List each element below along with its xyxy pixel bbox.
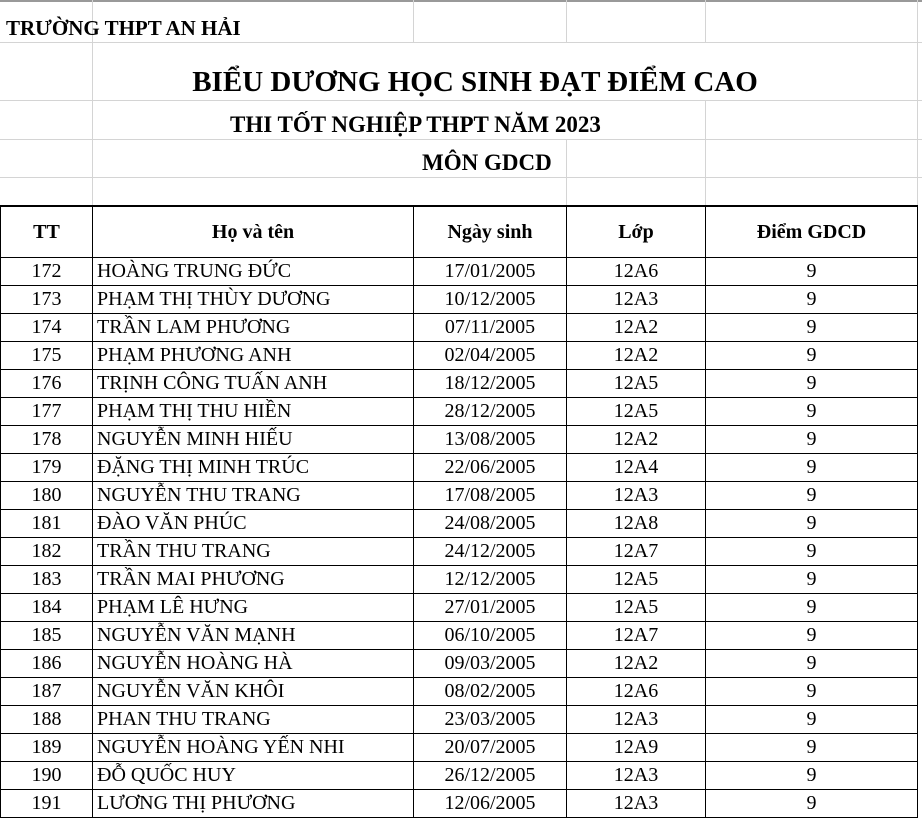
cell-name[interactable]: TRẦN LAM PHƯƠNG <box>93 314 414 342</box>
cell-score[interactable]: 9 <box>706 650 918 678</box>
cell-class[interactable]: 12A3 <box>567 790 706 818</box>
cell-tt[interactable]: 188 <box>1 706 93 734</box>
gridline <box>413 0 414 42</box>
table-row <box>1 790 918 818</box>
gridline <box>566 139 567 205</box>
gridline <box>0 139 922 140</box>
cell-tt[interactable]: 177 <box>1 398 93 426</box>
cell-score[interactable]: 9 <box>706 454 918 482</box>
table-row <box>1 398 918 426</box>
cell-score[interactable]: 9 <box>706 762 918 790</box>
table-row <box>1 454 918 482</box>
cell-name[interactable]: PHẠM THỊ THU HIỀN <box>93 398 414 426</box>
table-row <box>1 426 918 454</box>
table-row <box>1 314 918 342</box>
cell-score[interactable]: 9 <box>706 790 918 818</box>
cell-tt[interactable]: 183 <box>1 566 93 594</box>
cell-tt[interactable]: 179 <box>1 454 93 482</box>
table-row <box>1 538 918 566</box>
table-row <box>1 510 918 538</box>
table-row <box>1 706 918 734</box>
cell-dob[interactable]: 22/06/2005 <box>414 454 567 482</box>
cell-name[interactable]: PHẠM THỊ THÙY DƯƠNG <box>93 286 414 314</box>
cell-tt[interactable]: 176 <box>1 370 93 398</box>
cell-tt[interactable]: 191 <box>1 790 93 818</box>
cell-score[interactable]: 9 <box>706 342 918 370</box>
gridline <box>566 0 567 42</box>
table-row <box>1 678 918 706</box>
cell-dob[interactable]: 06/10/2005 <box>414 622 567 650</box>
cell-tt[interactable]: 181 <box>1 510 93 538</box>
cell-name[interactable]: NGUYỄN VĂN KHÔI <box>93 678 414 706</box>
table-header-row <box>1 206 918 258</box>
cell-class[interactable]: 12A9 <box>567 734 706 762</box>
cell-dob[interactable]: 10/12/2005 <box>414 286 567 314</box>
cell-dob[interactable]: 07/11/2005 <box>414 314 567 342</box>
cell-class[interactable]: 12A3 <box>567 762 706 790</box>
cell-class[interactable]: 12A2 <box>567 650 706 678</box>
gridline <box>0 42 922 43</box>
gridline <box>0 100 922 101</box>
cell-score[interactable]: 9 <box>706 566 918 594</box>
cell-tt[interactable]: 184 <box>1 594 93 622</box>
cell-score[interactable]: 9 <box>706 314 918 342</box>
column-header-class[interactable]: Lớp <box>567 206 706 258</box>
cell-score[interactable]: 9 <box>706 370 918 398</box>
cell-class[interactable]: 12A7 <box>567 622 706 650</box>
cell-dob[interactable]: 26/12/2005 <box>414 762 567 790</box>
subject-label: MÔN GDCD <box>422 150 552 175</box>
cell-class[interactable]: 12A3 <box>567 286 706 314</box>
cell-name[interactable]: NGUYỄN VĂN MẠNH <box>93 622 414 650</box>
school-name: TRƯỜNG THPT AN HẢI <box>6 16 241 40</box>
cell-score[interactable]: 9 <box>706 286 918 314</box>
cell-dob[interactable]: 17/01/2005 <box>414 258 567 286</box>
table-row <box>1 258 918 286</box>
cell-name[interactable]: TRẦN MAI PHƯƠNG <box>93 566 414 594</box>
gridline <box>705 100 706 205</box>
cell-class[interactable]: 12A4 <box>567 454 706 482</box>
cell-score[interactable]: 9 <box>706 706 918 734</box>
cell-tt[interactable]: 178 <box>1 426 93 454</box>
cell-tt[interactable]: 190 <box>1 762 93 790</box>
cell-class[interactable]: 12A5 <box>567 370 706 398</box>
cell-tt[interactable]: 174 <box>1 314 93 342</box>
cell-tt[interactable]: 182 <box>1 538 93 566</box>
table-row <box>1 734 918 762</box>
cell-dob[interactable]: 17/08/2005 <box>414 482 567 510</box>
cell-dob[interactable]: 24/12/2005 <box>414 538 567 566</box>
cell-score[interactable]: 9 <box>706 510 918 538</box>
cell-name[interactable]: HOÀNG TRUNG ĐỨC <box>93 258 414 286</box>
cell-name[interactable]: NGUYỄN THU TRANG <box>93 482 414 510</box>
column-header-score[interactable]: Điểm GDCD <box>706 206 918 258</box>
page-subtitle: THI TỐT NGHIỆP THPT NĂM 2023 <box>230 112 601 137</box>
gridline <box>0 0 922 2</box>
table-row <box>1 594 918 622</box>
cell-score[interactable]: 9 <box>706 594 918 622</box>
cell-dob[interactable]: 20/07/2005 <box>414 734 567 762</box>
cell-class[interactable]: 12A5 <box>567 398 706 426</box>
cell-score[interactable]: 9 <box>706 678 918 706</box>
column-header-tt[interactable]: TT <box>1 206 93 258</box>
cell-name[interactable]: NGUYỄN HOÀNG HÀ <box>93 650 414 678</box>
table-row <box>1 650 918 678</box>
cell-dob[interactable]: 24/08/2005 <box>414 510 567 538</box>
cell-class[interactable]: 12A2 <box>567 426 706 454</box>
cell-dob[interactable]: 09/03/2005 <box>414 650 567 678</box>
cell-score[interactable]: 9 <box>706 482 918 510</box>
cell-score[interactable]: 9 <box>706 622 918 650</box>
cell-name[interactable]: TRỊNH CÔNG TUẤN ANH <box>93 370 414 398</box>
table-row <box>1 286 918 314</box>
table-row <box>1 622 918 650</box>
cell-name[interactable]: ĐẶNG THỊ MINH TRÚC <box>93 454 414 482</box>
cell-tt[interactable]: 187 <box>1 678 93 706</box>
cell-dob[interactable]: 12/12/2005 <box>414 566 567 594</box>
cell-dob[interactable]: 18/12/2005 <box>414 370 567 398</box>
cell-dob[interactable]: 13/08/2005 <box>414 426 567 454</box>
cell-name[interactable]: NGUYỄN HOÀNG YẾN NHI <box>93 734 414 762</box>
cell-tt[interactable]: 186 <box>1 650 93 678</box>
column-header-name[interactable]: Họ và tên <box>93 206 414 258</box>
cell-dob[interactable]: 23/03/2005 <box>414 706 567 734</box>
cell-dob[interactable]: 08/02/2005 <box>414 678 567 706</box>
cell-class[interactable]: 12A2 <box>567 342 706 370</box>
cell-tt[interactable]: 185 <box>1 622 93 650</box>
cell-class[interactable]: 12A3 <box>567 482 706 510</box>
cell-dob[interactable]: 02/04/2005 <box>414 342 567 370</box>
honor-table <box>0 205 918 818</box>
table-row <box>1 566 918 594</box>
table-row <box>1 342 918 370</box>
cell-score[interactable]: 9 <box>706 426 918 454</box>
table-row <box>1 482 918 510</box>
cell-score[interactable]: 9 <box>706 258 918 286</box>
cell-class[interactable]: 12A3 <box>567 706 706 734</box>
cell-class[interactable]: 12A5 <box>567 566 706 594</box>
cell-class[interactable]: 12A2 <box>567 314 706 342</box>
cell-class[interactable]: 12A6 <box>567 258 706 286</box>
cell-score[interactable]: 9 <box>706 538 918 566</box>
cell-class[interactable]: 12A8 <box>567 510 706 538</box>
cell-tt[interactable]: 189 <box>1 734 93 762</box>
cell-score[interactable]: 9 <box>706 734 918 762</box>
cell-class[interactable]: 12A7 <box>567 538 706 566</box>
table-row <box>1 762 918 790</box>
gridline <box>0 177 922 178</box>
column-header-dob[interactable]: Ngày sinh <box>414 206 567 258</box>
cell-class[interactable]: 12A5 <box>567 594 706 622</box>
cell-name[interactable]: NGUYỄN MINH HIẾU <box>93 426 414 454</box>
cell-name[interactable]: TRẦN THU TRANG <box>93 538 414 566</box>
cell-name[interactable]: PHAN THU TRANG <box>93 706 414 734</box>
cell-name[interactable]: PHẠM LÊ HƯNG <box>93 594 414 622</box>
cell-name[interactable]: ĐÀO VĂN PHÚC <box>93 510 414 538</box>
cell-tt[interactable]: 172 <box>1 258 93 286</box>
cell-dob[interactable]: 12/06/2005 <box>414 790 567 818</box>
cell-name[interactable]: LƯƠNG THỊ PHƯƠNG <box>93 790 414 818</box>
cell-dob[interactable]: 28/12/2005 <box>414 398 567 426</box>
cell-tt[interactable]: 173 <box>1 286 93 314</box>
cell-dob[interactable]: 27/01/2005 <box>414 594 567 622</box>
cell-tt[interactable]: 180 <box>1 482 93 510</box>
cell-class[interactable]: 12A6 <box>567 678 706 706</box>
gridline <box>705 0 706 42</box>
page-title: BIỂU DƯƠNG HỌC SINH ĐẠT ĐIỂM CAO <box>192 66 758 98</box>
cell-name[interactable]: ĐỖ QUỐC HUY <box>93 762 414 790</box>
table-row <box>1 370 918 398</box>
cell-score[interactable]: 9 <box>706 398 918 426</box>
cell-name[interactable]: PHẠM PHƯƠNG ANH <box>93 342 414 370</box>
cell-tt[interactable]: 175 <box>1 342 93 370</box>
